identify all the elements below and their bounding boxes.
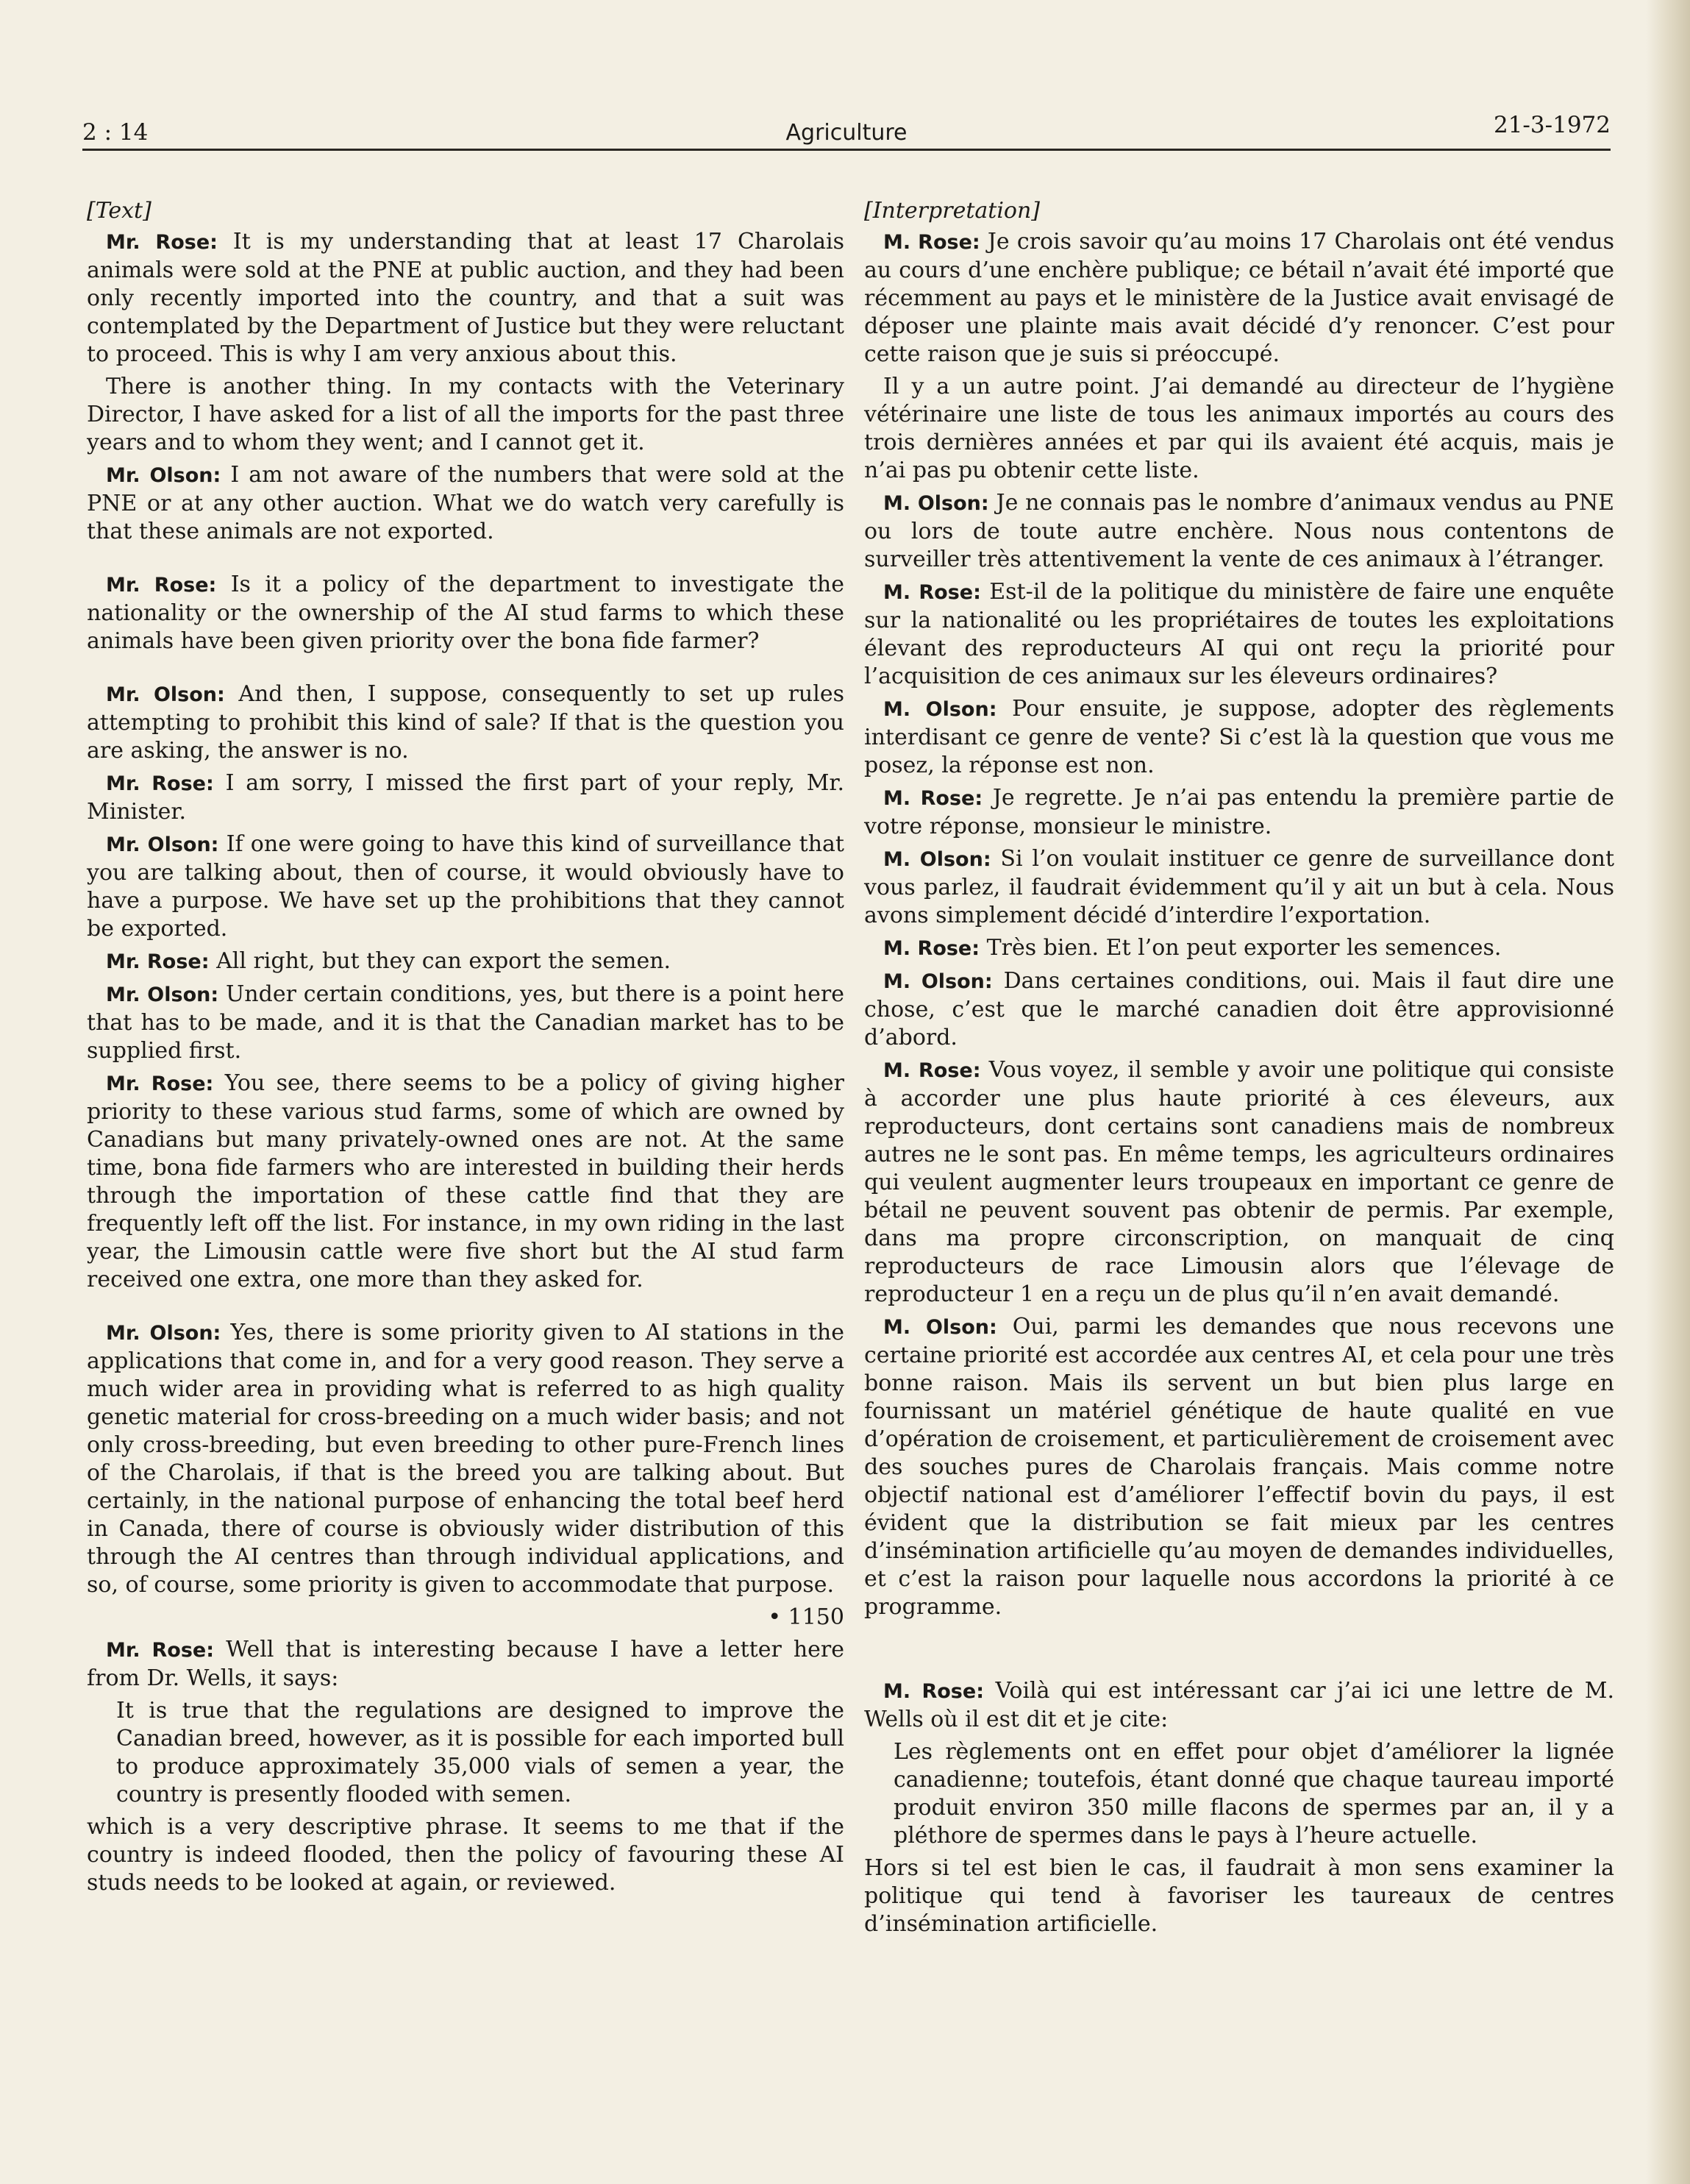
paragraph-text: Est-il de la politique du ministère de faire une enquête sur la nationalité ou les propriétaires de toutes les exploitations élevant des reproducteurs AI qui ont reçu la priorité pour l’acquisition de ces animaux sur les éleveurs ordinaires?: [864, 579, 1614, 689]
paragraph: [864, 1677, 1614, 1734]
paragraph-text: It is my understanding that at least 17 Charolais animals were sold at the PNE at public auction, and they had been only recently imported into the country, and that a suit was contemplated by the Department of Justice but they were reluctant to proceed. This is why I am very anxious about this.: [87, 229, 844, 367]
paragraph-text: Voilà qui est intéressant car j’ai ici une lettre de M. Wells où il est dit et je cite:: [864, 1678, 1615, 1732]
french-column: [864, 197, 1614, 1943]
text-tag: [Text]: [87, 198, 151, 224]
paragraph: [87, 571, 844, 655]
paragraph-text: Yes, there is some priority given to AI stations in the applications that come in, and for a very good reason. They serve a much wider area in providing what is referred to as high quality genetic material for cross-breeding on a much wider basis; and not only cross-breeding, but even breeding to other pure-French lines of the Charolais, if that is the breed you are talking about. But certainly, in the national purpose of enhancing the total beef herd in Canada, there of course is obviously wider distribution of this through the AI centres than through individual applications, and so, of course, some priority is given to accommodate that purpose.: [87, 1320, 844, 1598]
paragraph: [864, 845, 1614, 930]
paragraph: [87, 1636, 844, 1693]
paragraph: [864, 784, 1614, 841]
speaker-name: Mr. Olson:: [106, 1322, 221, 1345]
paragraph: [864, 934, 1614, 963]
paragraph-text: If one were going to have this kind of surveillance that you are talking about, then of course, it would obviously have to have a purpose. We have set up the prohibitions that they cannot be exported.: [87, 831, 844, 942]
speaker-name: M. Rose:: [883, 581, 981, 604]
speaker-name: Mr. Rose:: [106, 950, 210, 973]
paragraph-text: Hors si tel est bien le cas, il faudrait à mon sens examiner la politique qui tend à favoriser les taureaux de centres d’insémination artificielle.: [864, 1855, 1614, 1937]
speaker-name: M. Olson:: [883, 492, 989, 515]
paragraph: [87, 461, 844, 546]
paragraph: [87, 373, 844, 457]
english-column: [87, 197, 844, 1902]
page-number: 2 : 14: [82, 119, 149, 146]
page-edge-shadow: [1646, 0, 1690, 2184]
paragraph: [864, 578, 1614, 691]
paragraph: [864, 695, 1614, 780]
speaker-name: M. Rose:: [883, 937, 980, 960]
speaker-name: M. Olson:: [883, 848, 991, 871]
paragraph: [87, 981, 844, 1065]
paragraph-text: And then, I suppose, consequently to set up rules attempting to prohibit this kind of sale? If that is the question you are asking, the answer is no.: [87, 681, 844, 764]
time-marker: • 1150: [768, 1604, 844, 1630]
paragraph-text: Si l’on voulait instituer ce genre de surveillance dont vous parlez, il faudrait évidemment qu’il y ait un but à cela. Nous avons simplement décidé d’interdire l’exportation.: [864, 846, 1615, 928]
paragraph-text: Il y a un autre point. J’ai demandé au directeur de l’hygiène vétérinaire une liste de tous les animaux importés au cours des trois dernières années et par qui ils avaient été acquis, mais je n’ai pas pu obtenir cette liste.: [864, 374, 1614, 483]
block-quote: Les règlements ont en effet pour objet d’améliorer la lignée canadienne; toutefois, étant donné que chaque taureau importé produit environ 350 mille flacons de spermes par an, il y a pléthore de spermes dans le pays à l’heure actuelle.: [894, 1739, 1614, 1849]
speaker-name: M. Rose:: [883, 787, 983, 810]
paragraph-text: Très bien. Et l’on peut exporter les semences.: [986, 935, 1502, 961]
paragraph-text: Dans certaines conditions, oui. Mais il faut dire une chose, c’est que le marché canadien doit être approvisionné d’abord.: [864, 968, 1615, 1050]
running-title: Agriculture: [785, 120, 908, 146]
paragraph-text: Oui, parmi les demandes que nous recevons une certaine priorité est accordée aux centres AI, et cela pour une très bonne raison. Mais ils servent un but bien plus large en fournissant un matériel génétique de haute qualité en vue d’opération de croisement, et particulièrement de croisement avec des souches pures de Charolais français. Mais comme notre objectif national est d’améliorer l’effectif bovin du pays, il est évident que la distribution se fait mieux par les centres d’insémination artificielle qu’au moyen de demandes individuelles, et c’est la raison pour laquelle nous accordons la priorité à ce programme.: [864, 1314, 1614, 1620]
speaker-name: M. Rose:: [883, 231, 980, 254]
speaker-name: Mr. Olson:: [106, 833, 219, 856]
paragraph: [864, 967, 1614, 1052]
speaker-name: M. Rose:: [883, 1680, 984, 1703]
paragraph-text: Pour ensuite, je suppose, adopter des règlements interdisant ce genre de vente? Si c’est là la question que vous me posez, la réponse est non.: [864, 696, 1614, 778]
speaker-name: Mr. Rose:: [106, 231, 218, 254]
paragraph: [864, 228, 1614, 369]
paragraph: [864, 373, 1614, 485]
paragraph-text: Vous voyez, il semble y avoir une politique qui consiste à accorder une plus haute priorité à ces éleveurs, aux reproducteurs, dont certains sont canadiens mais de nombreux autres ne le sont pas. En même temps, les agriculteurs ordinaires qui veulent augmenter leurs troupeaux en important ce genre de bétail ne peuvent souvent pas obtenir de permis. Par exemple, dans ma propre circonscription, on manquait de cinq reproducteurs de race Limousin alors que l’élevage de reproducteur 1 en a reçu un de plus qu’il n’en avait demandé.: [864, 1057, 1614, 1307]
paragraph: [87, 680, 844, 765]
paragraph: [87, 228, 844, 369]
paragraph: [87, 1813, 844, 1897]
paragraph-text: I am sorry, I missed the first part of your reply, Mr. Minister.: [87, 770, 845, 825]
paragraph-text: Je ne connais pas le nombre d’animaux vendus au PNE ou lors de toute autre enchère. Nous nous contentons de surveiller très attentivement la vente de ces animaux à l’étranger.: [864, 490, 1614, 572]
paragraph-text: which is a very descriptive phrase. It seems to me that if the country is indeed flooded, then the policy of favouring these AI studs needs to be looked at again, or reviewed.: [87, 1814, 844, 1896]
speaker-name: Mr. Olson:: [106, 683, 225, 706]
paragraph: [87, 769, 844, 826]
paragraph: [87, 1319, 844, 1599]
page-header: [82, 104, 1611, 151]
page-date: 21-3-1972: [1493, 112, 1611, 138]
speaker-name: Mr. Rose:: [106, 574, 217, 597]
speaker-name: Mr. Rose:: [106, 772, 214, 795]
interpretation-tag: [Interpretation]: [864, 198, 1041, 224]
paragraph-text: Je regrette. Je n’ai pas entendu la première partie de votre réponse, monsieur le ministre.: [864, 785, 1614, 839]
paragraph-text: Je crois savoir qu’au moins 17 Charolais ont été vendus au cours d’une enchère publique; ce bétail n’avait été importé que récemment au pays et le ministère de la Justice avait envisagé de déposer une plainte mais avait décidé d’y renoncer. C’est pour cette raison que je suis si préoccupé.: [864, 229, 1614, 367]
block-quote: It is true that the regulations are designed to improve the Canadian breed, however, as it is possible for each imported bull to produce approximately 35,000 vials of semen a year, the country is presently flooded with semen.: [116, 1698, 844, 1807]
paragraph-text: I am not aware of the numbers that were sold at the PNE or at any other auction. What we do watch very carefully is that these animals are not exported.: [87, 462, 844, 544]
paragraph: [87, 830, 844, 943]
paragraph-text: Is it a policy of the department to investigate the nationality or the ownership of the AI stud farms to which these animals have been given priority over the bona fide farmer?: [87, 572, 844, 654]
speaker-name: M. Olson:: [883, 698, 997, 721]
speaker-name: M. Olson:: [883, 1316, 997, 1339]
paragraph: [864, 1056, 1614, 1309]
speaker-name: Mr. Olson:: [106, 464, 221, 487]
paragraph-text: Under certain conditions, yes, but there is a point here that has to be made, and it is that the Canadian market has to be supplied first.: [87, 981, 844, 1064]
speaker-name: Mr. Rose:: [106, 1073, 214, 1095]
paragraph: [87, 947, 844, 976]
paragraph-text: You see, there seems to be a policy of giving higher priority to these various stud farms, some of which are owned by Canadians but many privately-owned ones are not. At the same time, bona fide farmers who are interested in building their herds through the importation of these cattle find that they are frequently left off the list. For instance, in my own riding in the last year, the Limousin cattle were five short but the AI stud farm received one extra, one more than they asked for.: [87, 1070, 844, 1292]
paragraph-text: Well that is interesting because I have a letter here from Dr. Wells, it says:: [87, 1637, 844, 1691]
speaker-name: M. Olson:: [883, 970, 993, 993]
speaker-name: Mr. Olson:: [106, 983, 219, 1006]
paragraph-text: All right, but they can export the semen.: [216, 948, 671, 974]
paragraph: [864, 489, 1614, 574]
paragraph: [87, 1070, 844, 1294]
paragraph-text: There is another thing. In my contacts with the Veterinary Director, I have asked for a list of all the imports for the past three years and to whom they went; and I cannot get it.: [87, 374, 844, 455]
paragraph: [864, 1854, 1614, 1938]
paragraph: [864, 1313, 1614, 1621]
speaker-name: Mr. Rose:: [106, 1639, 215, 1662]
speaker-name: M. Rose:: [883, 1059, 981, 1082]
